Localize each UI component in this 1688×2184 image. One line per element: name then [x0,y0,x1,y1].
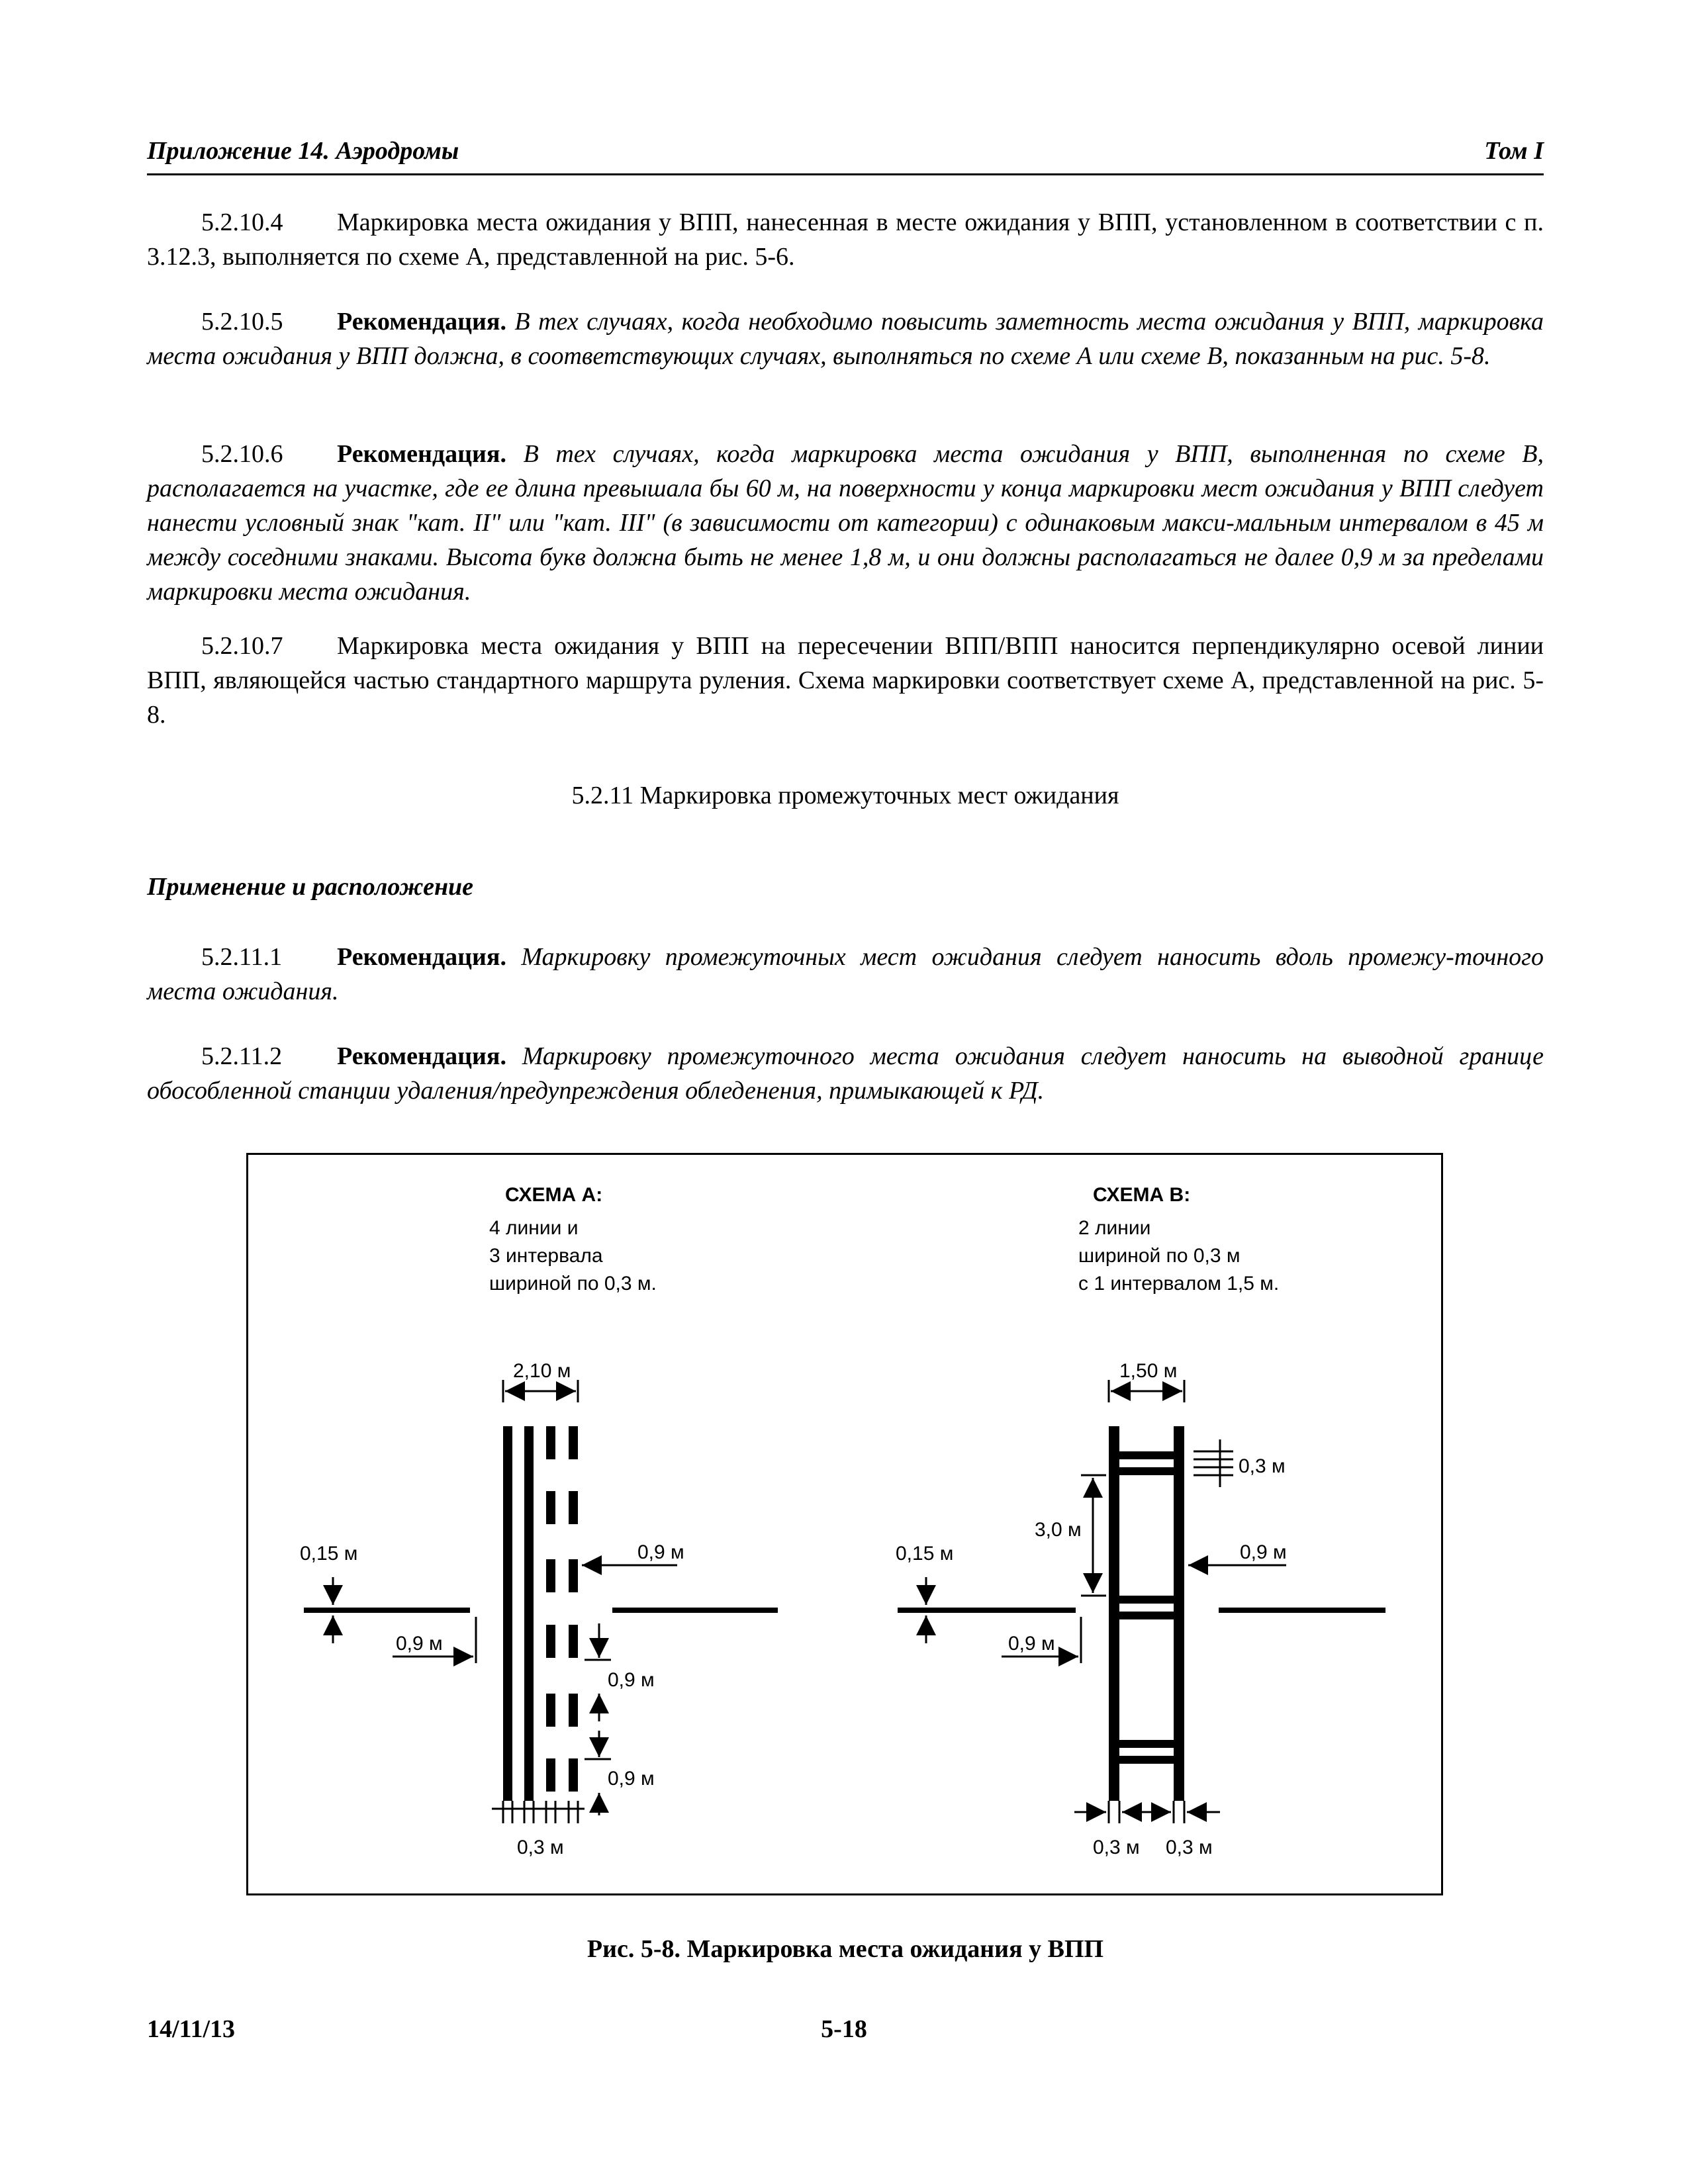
scheme-a-dashed-lines [546,1426,578,1792]
paragraph-number: 5.2.10.5 [201,308,283,336]
marking-diagram [248,1155,1441,1893]
scheme-b-desc-line1: 2 линии [1078,1217,1151,1239]
footer-date: 14/11/13 [147,2015,236,2043]
paragraph-number: 5.2.11.1 [201,943,283,971]
scheme-b-desc-line3: с 1 интервалом 1,5 м. [1078,1273,1280,1295]
scheme-a-solid-line-1 [503,1426,512,1801]
scheme-a-desc-line1: 4 линии и [489,1217,579,1239]
scheme-b-crossbar-ticks [1194,1439,1233,1487]
paragraph-text: Маркировку промежуточных мест ожидания следует наносить вдоль промежу-точного места ожидания. [147,943,1544,1005]
paragraph-number: 5.2.11.2 [201,1042,283,1070]
recommendation-label: Рекомендация. [337,308,506,336]
scheme-b-09-left-label: 0,9 м [1008,1633,1055,1655]
page-header [147,132,1544,175]
figure-caption: Рис. 5-8. Маркировка места ожидания у ВПП [586,1935,1104,1963]
scheme-b-30-label: 3,0 м [1035,1519,1082,1541]
scheme-b-03-br-label: 0,3 м [1166,1837,1213,1858]
scheme-a-gap2-label: 0,9 м [608,1768,655,1790]
paragraph-text: В тех случаях, когда маркировка места ожидания у ВПП, выполненная по схеме В, располагается на участке, где ее длина превышала бы 60 м, на поверхности у конца маркировки мест ожидания у ВПП следует нанести условный знак "кат. II" или "кат. III" (в зависимости от категории) с одинаковым макси-мальным интервалом в 45 м между соседними знаками. Высота букв должна быть не менее 1,8 м, и они должны располагаться не далее 0,9 м за пределами маркировки места ожидания. [147,440,1544,606]
scheme-b-solid-line-left [1109,1426,1119,1801]
subheading-application: Применение и расположение [147,873,474,901]
footer-page-number: 5-18 [821,2015,867,2043]
paragraph-5-2-10-7 [147,629,1544,732]
paragraph-5-2-11-2 [147,1039,1544,1108]
scheme-a-width-label: 2,10 м [513,1360,571,1382]
scheme-b-title: СХЕМА В: [1093,1184,1191,1206]
paragraph-5-2-11-1 [147,940,1544,1009]
scheme-a-03-label: 0,3 м [517,1837,564,1858]
scheme-a-09-left-label: 0,9 м [396,1633,443,1655]
scheme-a-bottom-ticks [492,1801,585,1823]
paragraph-5-2-10-6 [147,437,1544,609]
scheme-b-diagram [896,1184,1385,1858]
scheme-b-width-label: 1,50 м [1119,1360,1178,1382]
paragraph-5-2-10-5 [147,304,1544,373]
scheme-b-015-label: 0,15 м [896,1543,954,1565]
scheme-a-desc-line2: 3 интервала [489,1245,603,1267]
recommendation-label: Рекомендация. [337,943,506,971]
scheme-a-title: СХЕМА А: [505,1184,603,1206]
scheme-b-03-bl-label: 0,3 м [1093,1837,1140,1858]
scheme-a-09-right-label: 0,9 м [637,1541,684,1563]
paragraph-text: Маркировку промежуточного места ожидания следует наносить на выводной границе обособленной станции удаления/предупреждения обледенения, примыкающей к РД. [147,1042,1544,1105]
header-volume: Том I [1484,137,1544,165]
section-heading-5-2-11: 5.2.11 Маркировка промежуточных мест ожидания [571,782,1119,809]
scheme-a-desc-line3: шириной по 0,3 м. [489,1273,657,1295]
paragraph-text: Маркировка места ожидания у ВПП на пересечении ВПП/ВПП наносится перпендикулярно осевой линии ВПП, являющейся частью стандартного маршрута руления. Схема маркировки соответствует схеме А, представленной на рис. 5-8. [147,632,1544,729]
figure-5-8 [246,1153,1443,1895]
scheme-b-solid-line-right [1174,1426,1184,1801]
scheme-b-09-right-label: 0,9 м [1240,1541,1287,1563]
paragraph-number: 5.2.10.7 [201,632,283,660]
scheme-a-gap1-label: 0,9 м [608,1669,655,1691]
paragraph-number: 5.2.10.6 [201,440,283,468]
paragraph-number: 5.2.10.4 [201,208,283,236]
scheme-a-solid-line-2 [524,1426,534,1801]
paragraph-5-2-10-4 [147,205,1544,274]
scheme-a-015-label: 0,15 м [300,1543,358,1565]
header-left-title: Приложение 14. Аэродромы [147,137,459,165]
scheme-b-bottom-ticks [1074,1801,1220,1823]
recommendation-label: Рекомендация. [337,440,506,468]
scheme-b-desc-line2: шириной по 0,3 м [1078,1245,1241,1267]
scheme-b-crossbars [1119,1451,1174,1764]
paragraph-text: Маркировка места ожидания у ВПП, нанесенная в месте ожидания у ВПП, установленном в соответствии с п. 3.12.3, выполняется по схеме А, представленной на рис. 5-6. [147,208,1544,271]
paragraph-text: В тех случаях, когда необходимо повысить заметность места ожидания у ВПП, маркировка места ожидания у ВПП должна, в соответствующих случаях, выполняться по схеме А или схеме В, показанным на рис. 5-8. [147,308,1544,370]
recommendation-label: Рекомендация. [337,1042,506,1070]
scheme-b-03-top-label: 0,3 м [1239,1455,1286,1477]
scheme-a-diagram [300,1184,778,1858]
